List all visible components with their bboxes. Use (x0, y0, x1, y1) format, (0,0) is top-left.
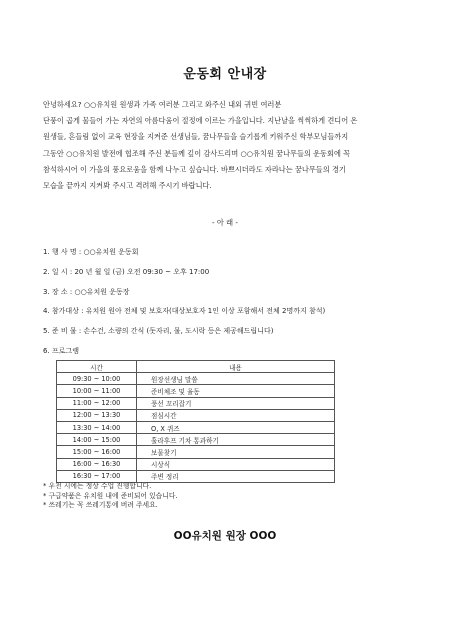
note-item: * 구급약품은 유치원 내에 준비되어 있습니다. (43, 491, 178, 500)
table-row (57, 470, 335, 482)
time-cell: 16:00 ~ 16:30 (57, 458, 137, 470)
program-table (56, 360, 335, 483)
detail-program-heading: 6. 프로그램 (43, 346, 79, 355)
intro-line: 안녕하세요? ○○유치원 원생과 가족 여러분 그리고 와주신 내외 귀빈 여러분 (43, 100, 282, 109)
detail-participants: 4. 참가대상 : 유치원 원아 전체 및 보호자(대상보호자 1인 이상 포함해서 전체 2명까지 참석) (43, 307, 326, 316)
table-row (57, 373, 335, 385)
time-cell: 10:00 ~ 11:00 (57, 385, 137, 397)
table-row (57, 421, 335, 433)
time-cell: 16:30 ~ 17:00 (57, 470, 137, 482)
intro-paragraph (43, 97, 415, 194)
intro-line: 그동안 ○○유치원 발전에 협조해 주신 분들께 깊이 감사드리며 ○○유치원 꿈나무들의 운동회에 꼭 (43, 148, 351, 158)
content-cell: 원장선생님 말씀 (137, 373, 335, 385)
table-row (57, 409, 335, 421)
note-item: * 쓰레기는 꼭 쓰레기통에 버려 주세요. (43, 501, 158, 510)
detail-location: 3. 장 소 : ○○유치원 운동장 (43, 287, 130, 296)
column-header-time: 시간 (57, 361, 137, 373)
content-cell: 시상식 (137, 458, 335, 470)
event-details-list (43, 243, 423, 362)
content-cell: 주변 정리 (137, 470, 335, 482)
content-cell: 훌라후프 기차 통과하기 (137, 434, 335, 446)
table-row (57, 397, 335, 409)
intro-line: 원생들, 흔들림 없이 교육 현장을 지켜준 선생님들, 꿈나무들을 슬기롭게 키워주신 학부모님들까지 (43, 132, 349, 142)
content-cell: 점심시간 (137, 409, 335, 421)
section-divider-ahrae: - 아 래 - (212, 218, 238, 227)
column-header-content: 내용 (137, 361, 335, 373)
table-header-row (57, 361, 335, 373)
time-cell: 09:30 ~ 10:00 (57, 373, 137, 385)
time-cell: 11:00 ~ 12:00 (57, 397, 137, 409)
notes-list (43, 482, 178, 511)
document-title: 운동회 안내장 (183, 67, 267, 82)
content-cell: 보물찾기 (137, 446, 335, 458)
content-cell: 준비체조 및 율동 (137, 385, 335, 397)
note-item: * 우천 시에는 정상 수업 진행합니다. (43, 482, 152, 490)
detail-supplies: 5. 준 비 물 : 손수건, 소량의 간식 (돗자리, 물, 도시락 등은 제공해드립니다) (43, 327, 274, 336)
intro-line: 참석하시어 이 가을의 풍요로움을 함께 나누고 싶습니다. 바쁘시더라도 자라나는 꿈나무들의 경기 (43, 164, 346, 174)
detail-event-name: 1. 행 사 명 : ○○유치원 운동회 (43, 248, 139, 256)
table-row (57, 385, 335, 397)
intro-line: 단풍이 곱게 물들어 가는 자연의 아름다움이 절정에 이르는 가을입니다. 지난날을 씩씩하게 견디어 온 (43, 116, 358, 126)
table-row (57, 446, 335, 458)
signature-line: OO유치원 원장 OOO (173, 530, 277, 542)
content-cell: O, X 퀴즈 (137, 421, 335, 433)
content-cell: 풍선 꼬리잡기 (137, 397, 335, 409)
intro-line: 모습을 끝까지 지켜봐 주시고 격려해 주시기 바랍니다. (43, 181, 212, 191)
time-cell: 13:30 ~ 14:00 (57, 421, 137, 433)
table-row (57, 434, 335, 446)
detail-date-time: 2. 일 시 : 20 년 월 일 (금) 오전 09:30 ~ 오후 17:00 (43, 267, 210, 276)
table-row (57, 458, 335, 470)
time-cell: 12:00 ~ 13:30 (57, 409, 137, 421)
time-cell: 14:00 ~ 15:00 (57, 434, 137, 446)
time-cell: 15:00 ~ 16:00 (57, 446, 137, 458)
